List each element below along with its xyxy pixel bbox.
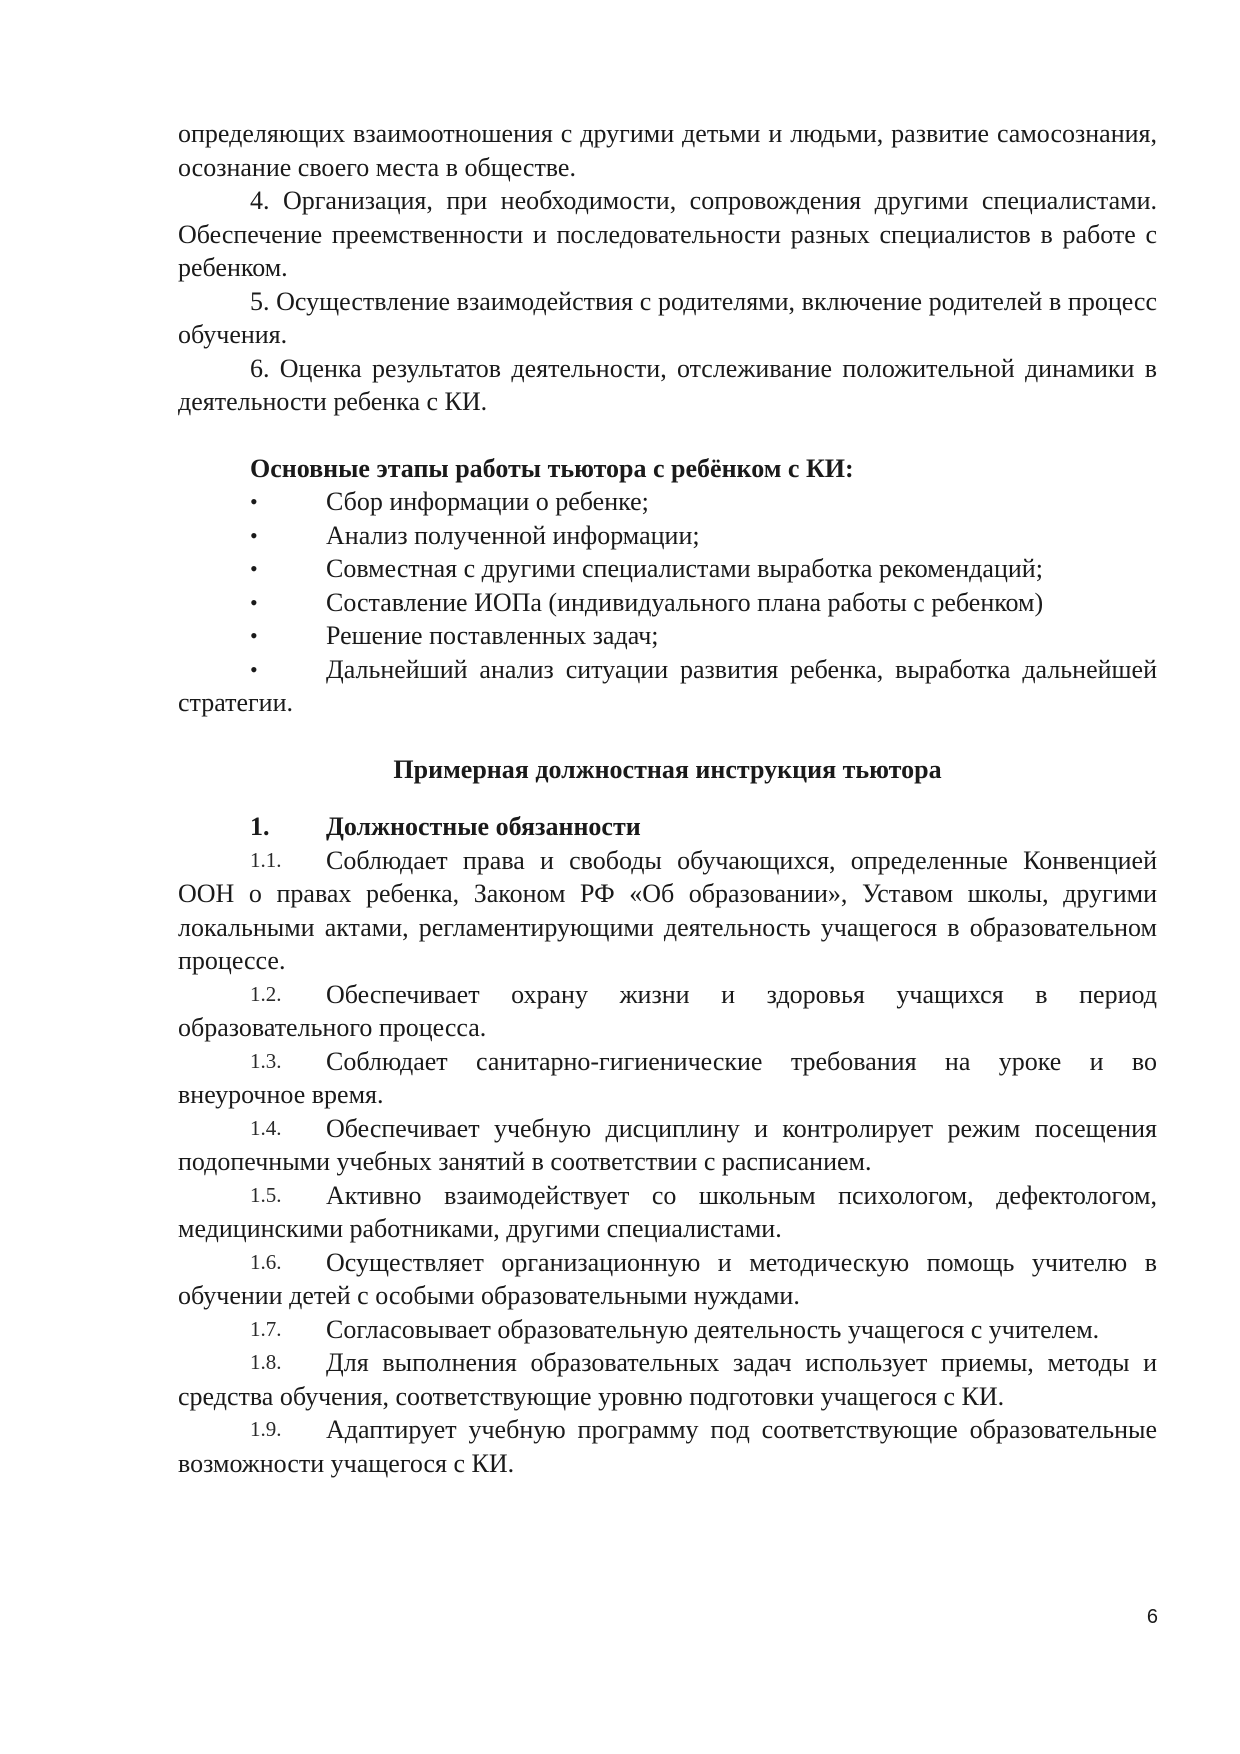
duty-number: 1.6. — [250, 1249, 282, 1274]
list-item — [178, 519, 1157, 553]
intro-point-6: 6. Оценка результатов деятельности, отслеживание положительной динамики в деятельности ребенка с КИ. — [178, 353, 1157, 416]
duty-item — [178, 844, 1157, 978]
duty-item — [178, 978, 1157, 1045]
duty-number: 1.5. — [250, 1182, 282, 1207]
duty-number: 1.3. — [250, 1048, 282, 1073]
section-number: 1. — [250, 812, 270, 841]
duty-number: 1.1. — [250, 847, 282, 872]
duty-number: 1.8. — [250, 1350, 282, 1374]
duty-text: Осуществляет организационную и методическую помощь учителю в обучении детей с особыми образовательными нуждами. — [178, 1247, 1157, 1310]
list-item-text: Сбор информации о ребенке; — [326, 487, 649, 516]
duty-text: Адаптирует учебную программу под соответствующие образовательные возможности учащегося с КИ. — [178, 1415, 1157, 1478]
bullet-icon: • — [250, 489, 258, 514]
intro-continuation: определяющих взаимоотношения с другими детьми и людьми, развитие самосознания, осознание своего места в обществе. — [178, 119, 1157, 182]
bullet-icon: • — [250, 589, 258, 615]
bullet-icon: • — [250, 623, 258, 648]
bullet-icon: • — [250, 522, 258, 548]
intro-point-5: 5. Осуществление взаимодействия с родителями, включение родителей в процесс обучения. — [178, 286, 1157, 349]
duty-item — [178, 1179, 1157, 1246]
list-item — [178, 653, 1157, 720]
list-item-text: Дальнейший анализ ситуации развития ребенка, выработка дальнейшей стратегии. — [178, 654, 1157, 717]
duty-item — [178, 1045, 1157, 1112]
duty-item — [178, 1413, 1157, 1480]
instruction-title: Примерная должностная инструкция тьютора — [393, 754, 942, 784]
duty-number: 1.9. — [250, 1417, 282, 1441]
duty-text: Согласовывает образовательную деятельность учащегося с учителем. — [326, 1314, 1100, 1344]
stages-list — [178, 485, 1157, 720]
list-item — [178, 586, 1157, 620]
spacer — [178, 786, 1157, 810]
section-heading — [178, 810, 1157, 844]
duty-number: 1.7. — [250, 1316, 282, 1341]
duty-text: Обеспечивает охрану жизни и здоровья учащихся в период образовательного процесса. — [178, 979, 1157, 1042]
list-item — [178, 485, 1157, 519]
duty-item — [178, 1112, 1157, 1179]
duty-number: 1.2. — [250, 981, 282, 1006]
duties-list — [178, 844, 1157, 1481]
list-item-text: Решение поставленных задач; — [326, 621, 659, 650]
duty-text: Соблюдает санитарно-гигиенические требования на уроке и во внеурочное время. — [178, 1046, 1157, 1109]
duty-text: Обеспечивает учебную дисциплину и контролирует режим посещения подопечными учебных занятий в соответствии с расписанием. — [178, 1113, 1157, 1176]
list-item-text: Составление ИОПа (индивидуального плана работы с ребенком) — [326, 587, 1044, 617]
duty-text: Для выполнения образовательных задач использует приемы, методы и средства обучения, соответствующие уровню подготовки учащегося с КИ. — [178, 1348, 1157, 1411]
intro-point-4: 4. Организация, при необходимости, сопровождения другими специалистами. Обеспечение преемственности и последовательности разных специалистов в работе с ребенком. — [178, 186, 1157, 282]
duty-number: 1.4. — [250, 1115, 282, 1140]
bullet-icon: • — [250, 556, 258, 581]
spacer — [178, 419, 1157, 452]
document-page — [178, 117, 1157, 1480]
stages-heading: Основные этапы работы тьютора с ребёнком с КИ: — [250, 453, 854, 483]
duty-text: Соблюдает права и свободы обучающихся, определенные Конвенцией ООН о правах ребенка, Законом РФ «Об образовании», Уставом школы, другими локальными актами, регламентирующими деятельность учащегося в образовательном процессе. — [178, 845, 1157, 975]
bullet-icon: • — [250, 656, 258, 682]
duty-item — [178, 1346, 1157, 1413]
list-item-text: Совместная с другими специалистами выработка рекомендаций; — [326, 554, 1043, 583]
duty-text: Активно взаимодействует со школьным психологом, дефектологом, медицинскими работниками, другими специалистами. — [178, 1180, 1157, 1243]
section-title: Должностные обязанности — [326, 812, 641, 841]
list-item — [178, 619, 1157, 653]
list-item-text: Анализ полученной информации; — [326, 520, 700, 550]
duty-item — [178, 1246, 1157, 1313]
page-number: 6 — [1146, 1606, 1158, 1628]
duty-item — [178, 1313, 1157, 1347]
spacer — [178, 720, 1157, 753]
list-item — [178, 552, 1157, 586]
